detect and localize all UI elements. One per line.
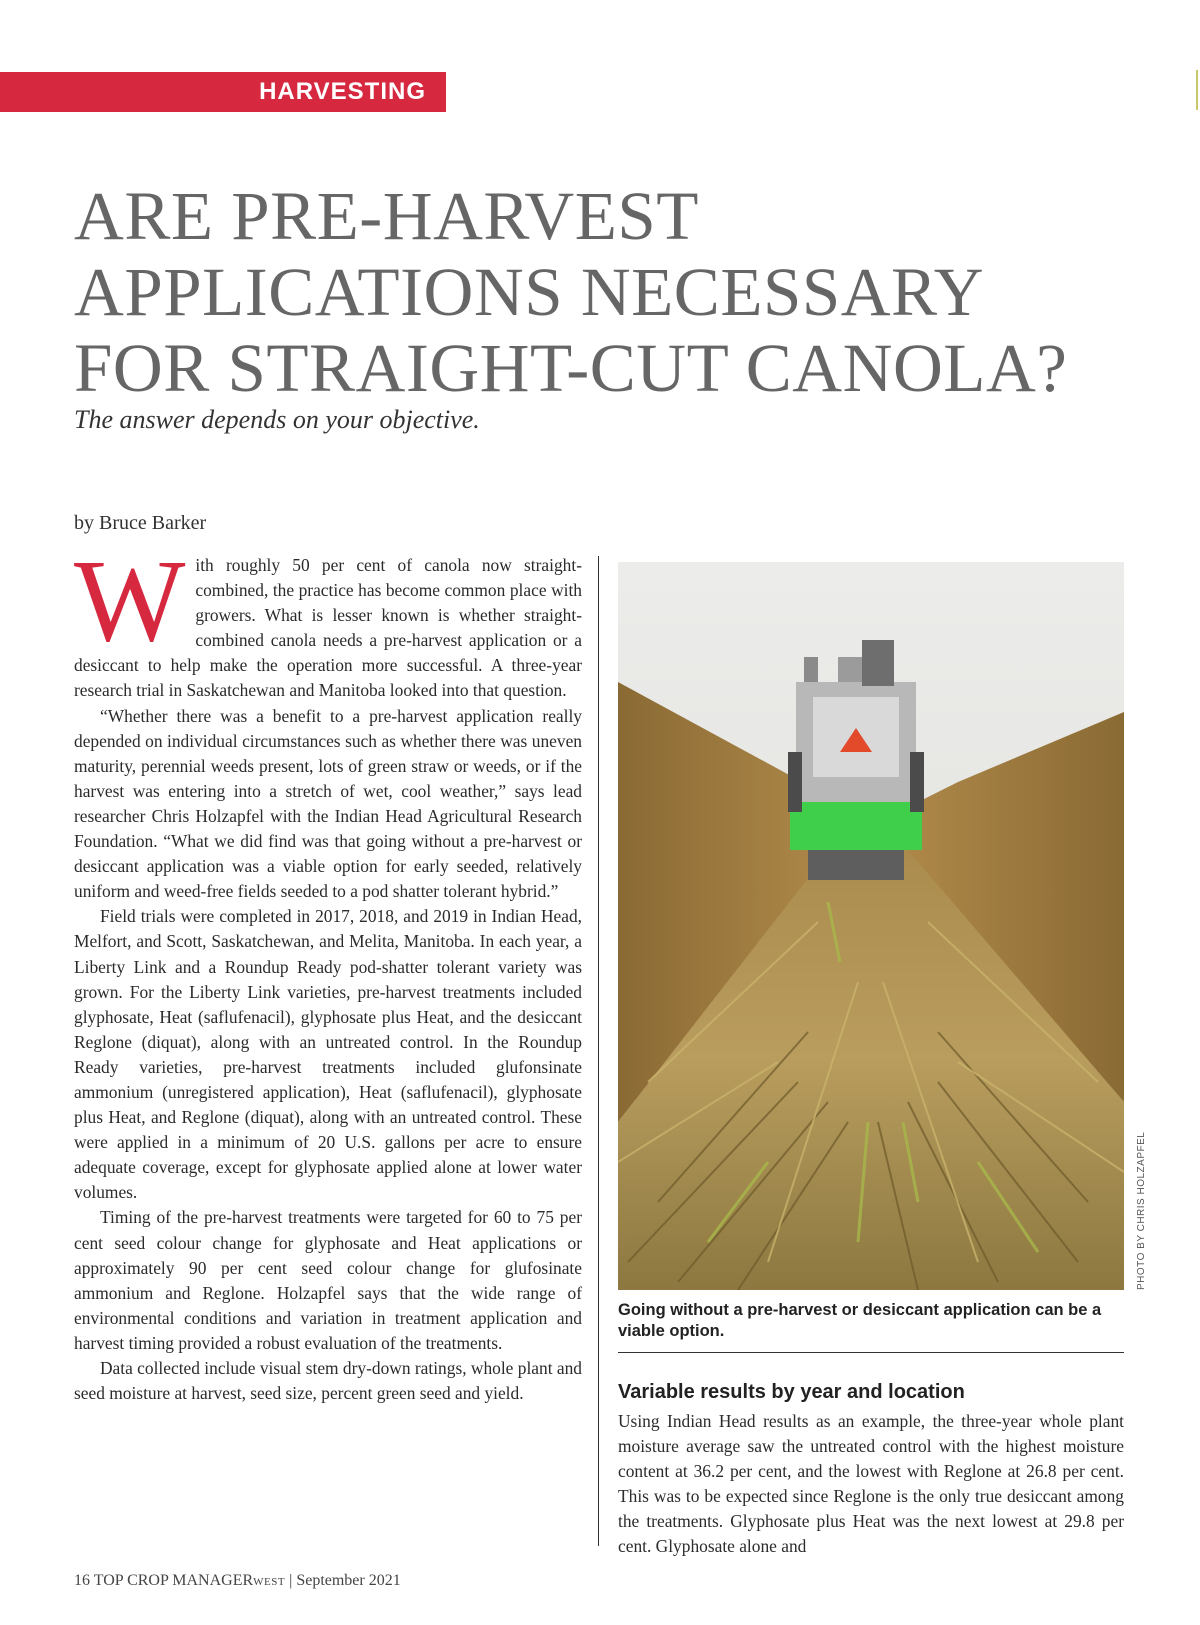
article-body-right: Using Indian Head results as an example, the three-year whole plant moisture average saw the untreated control with the highest moisture content at 36.2 per cent, and the lowest with Reglone at 26.8 per cent. This was to be expected since Reglone is the only true desiccant among the treatments. Glyphosate plus Heat was the next lowest at 29.8 per cent. Glyphosate alone and — [618, 1411, 1124, 1557]
magazine-edition: WEST — [253, 1576, 286, 1588]
section-tab: HARVESTING — [0, 72, 446, 112]
headline-line-2: APPLICATIONS NECESSARY — [74, 254, 985, 330]
column-divider — [598, 556, 599, 1546]
footer-separator: | — [289, 1572, 293, 1589]
byline: by Bruce Barker — [74, 512, 207, 534]
page-footer — [74, 1572, 401, 1590]
sidebar-subhead: Variable results by year and location — [618, 1381, 965, 1403]
photo-caption: Going without a pre-harvest or desiccant application can be a viable option. — [618, 1300, 1124, 1353]
article-paragraph-3: Field trials were completed in 2017, 2018, and 2019 in Indian Head, Melfort, and Scott, Saskatchewan, and Melita, Manitoba. In each year, a Liberty Link and a Roundup Ready pod-shatter tolerant variety was grown. For the Liberty Link varieties, pre-harvest treatments included glyphosate, Heat (saflufenacil), glyphosate plus Heat, and the desiccant Reglone (diquat), along with an untreated control. In the Roundup Ready varieties, pre-harvest treatments included glufonsinate ammonium (unregistered application), Heat (saflufenacil), glyphosate plus Heat, and Reglone (diquat), along with an untreated control. These were applied in a minimum of 20 U.S. gallons per acre to ensure adequate coverage, except for glyphosate applied alone at lower water volumes. — [74, 906, 582, 1203]
page-number: 16 — [74, 1572, 90, 1589]
article-paragraph-2: “Whether there was a benefit to a pre-harvest application really depended on individual circumstances such as whether there was uneven maturity, perennial weeds present, lots of green straw or weeds, or if the harvest was entering into a stretch of wet, cool weather,” says lead researcher Chris Holzapfel with the Indian Head Agricultural Research Foundation. “What we did find was that going without a pre-harvest or desiccant application was a viable option for early seeded, relatively uniform and weed-free fields seeded to a pod shatter tolerant hybrid.” — [74, 705, 582, 902]
headline-line-1: ARE PRE-HARVEST — [74, 178, 699, 254]
article-paragraph-4: Timing of the pre-harvest treatments were targeted for 60 to 75 per cent seed colour change for glyphosate and Heat applications or approximately 90 per cent seed colour change for glufosinate ammonium and Reglone. Holzapfel says that the wide range of environmental conditions and variation in treatment application and harvest timing provided a robust evaluation of the treatments. — [74, 1207, 582, 1353]
drop-cap: W — [74, 535, 186, 666]
magazine-name: TOP CROP MANAGER — [93, 1572, 254, 1589]
photo-credit: PHOTO BY CHRIS HOLZAPFEL — [1136, 1131, 1147, 1290]
edge-rule — [1196, 70, 1198, 110]
issue-date: September 2021 — [296, 1572, 401, 1589]
article-paragraph-5: Data collected include visual stem dry-down ratings, whole plant and seed moisture at harvest, seed size, percent green seed and yield. — [74, 1358, 582, 1404]
article-paragraph-1-text: ith roughly 50 per cent of canola now straight-combined, the practice has become common place with growers. What is lesser known is whether straight-combined canola needs a pre-harvest application or a desiccant to help make the operation more successful. A three-year research trial in Saskatchewan and Manitoba looked into that question. — [74, 555, 582, 701]
article-body-left — [74, 535, 582, 1406]
headline — [74, 178, 1154, 406]
article-paragraph-1 — [74, 535, 582, 704]
combine-field-photo — [618, 562, 1124, 1290]
headline-line-3: FOR STRAIGHT-CUT CANOLA? — [74, 330, 1068, 406]
dek: The answer depends on your objective. — [74, 405, 480, 434]
